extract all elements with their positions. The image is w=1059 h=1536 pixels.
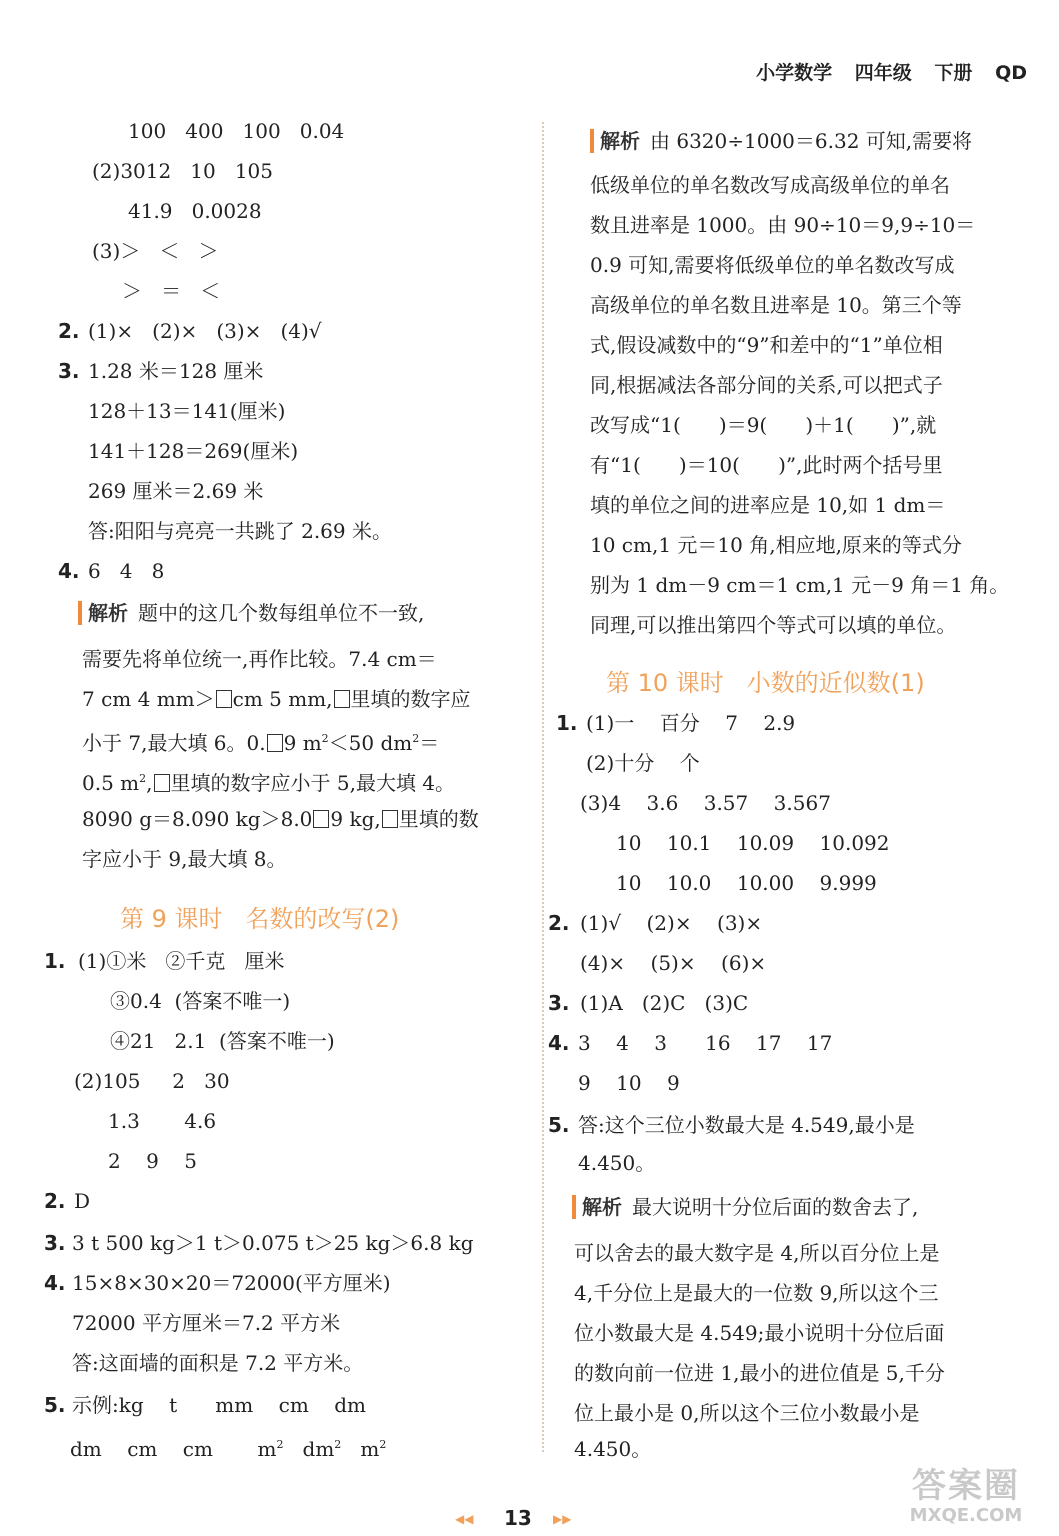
- watermark-logo: 答案圈: [912, 1466, 1020, 1506]
- question-number: 3.: [548, 991, 570, 1015]
- analysis-text: 9 m: [283, 731, 322, 755]
- answer-line: 答:这面墙的面积是 7.2 平方米。: [72, 1351, 364, 1375]
- answer-line: 141＋128＝269(厘米): [88, 439, 299, 463]
- answer-line: ④21 2.1 (答案不唯一): [110, 1029, 335, 1053]
- analysis-line: [82, 766, 455, 796]
- analysis-line: [82, 726, 439, 756]
- answer-line: 6 4 8: [88, 559, 165, 583]
- answer-line: 15×8×30×20＝72000(平方厘米): [72, 1271, 391, 1295]
- answer-line: ＞ ＝ ＜: [122, 279, 221, 303]
- analysis-text: 里填的数字应小于 5,最大填 4。: [170, 771, 456, 795]
- analysis-line: 数且进率是 1000。由 90÷10＝9,9÷10＝: [590, 213, 976, 237]
- question-number: 4.: [58, 559, 80, 583]
- question-number: 1.: [44, 949, 66, 973]
- analysis-line: 可以舍去的最大数字是 4,所以百分位上是: [574, 1241, 940, 1265]
- analysis-line: 10 cm,1 元＝10 角,相应地,原来的等式分: [590, 533, 962, 557]
- analysis-line: 的数向前一位进 1,最小的进位值是 5,千分: [574, 1361, 945, 1385]
- question-number: 4.: [44, 1271, 66, 1295]
- answer-line: (2)3012 10 105: [92, 159, 273, 183]
- answer-line: (4)× (5)× (6)×: [580, 951, 767, 975]
- analysis-line: 字应小于 9,最大填 8。: [82, 847, 287, 871]
- answer-line: (2)十分 个: [586, 751, 700, 775]
- analysis-tag: 解析: [572, 1195, 622, 1219]
- answer-line: 示例:kg t mm cm dm: [72, 1393, 366, 1417]
- answer-text: dm cm cm m: [70, 1437, 277, 1461]
- answer-line: 3 t 500 kg＞1 t＞0.075 t＞25 kg＞6.8 kg: [72, 1231, 474, 1255]
- grade-label: 四年级: [854, 62, 912, 84]
- answer-line: (1)A (2)C (3)C: [580, 991, 749, 1015]
- answer-line: D: [74, 1189, 91, 1213]
- lesson-title: 第 10 课时 小数的近似数(1): [606, 669, 925, 697]
- volume-label: 下册: [934, 62, 973, 84]
- answer-line: 9 10 9: [578, 1071, 680, 1095]
- exponent: 2: [276, 1438, 284, 1451]
- analysis-line: 高级单位的单名数且进率是 10。第三个等: [590, 293, 962, 317]
- exponent: 2: [321, 732, 329, 745]
- analysis-line: 改写成“1( )＝9( )＋1( )”,就: [590, 413, 937, 437]
- question-number: 4.: [548, 1031, 570, 1055]
- analysis-text: ,: [146, 771, 153, 795]
- answer-line: 2 9 5: [108, 1149, 198, 1173]
- analysis-line: 低级单位的单名数改写成高级单位的单名: [590, 173, 950, 197]
- answer-line: 269 厘米＝2.69 米: [88, 479, 264, 503]
- answer-line: (2)105 2 30: [74, 1069, 230, 1093]
- answer-line: 答:阳阳与亮亮一共跳了 2.69 米。: [88, 519, 392, 543]
- answer-line: 答:这个三位小数最大是 4.549,最小是: [578, 1113, 915, 1137]
- analysis-text: 0.5 m: [82, 771, 140, 795]
- analysis-line: 0.9 可知,需要将低级单位的单名数改写成: [590, 253, 955, 277]
- analysis-line: 别为 1 dm－9 cm＝1 cm,1 元－9 角＝1 角。: [590, 573, 1010, 597]
- analysis-line: 位上最小是 0,所以这个三位小数最小是: [574, 1401, 920, 1425]
- next-arrows-icon: ▶▶: [553, 1512, 572, 1526]
- answer-line: (3)4 3.6 3.57 3.567: [580, 791, 831, 815]
- question-number: 2.: [548, 911, 570, 935]
- analysis-line: 位小数最大是 4.549;最小说明十分位后面: [574, 1321, 945, 1345]
- blank-box: [334, 690, 350, 708]
- answer-line: (1)× (2)× (3)× (4)√: [88, 319, 322, 343]
- analysis-text: 题中的这几个数每组单位不一致,: [138, 601, 425, 625]
- question-number: 3.: [44, 1231, 66, 1255]
- analysis-line: 填的单位之间的进率应是 10,如 1 dm＝: [590, 493, 946, 517]
- edition-label: QD: [995, 62, 1027, 84]
- exponent: 2: [412, 732, 420, 745]
- analysis-line: 同理,可以推出第四个等式可以填的单位。: [590, 613, 957, 637]
- analysis-text: 8090 g＝8.090 kg＞8.0: [82, 807, 313, 831]
- answer-line: (1)①米 ②千克 厘米: [78, 949, 285, 973]
- analysis-tag: 解析: [78, 601, 128, 625]
- analysis-line: 4.450。: [574, 1437, 652, 1461]
- analysis-text: cm 5 mm,: [232, 687, 333, 711]
- analysis-line: 同,根据减法各部分间的关系,可以把式子: [590, 373, 943, 397]
- analysis-line: [78, 600, 424, 626]
- analysis-line: [572, 1194, 918, 1220]
- exponent: 2: [334, 1438, 342, 1451]
- answer-line: ③0.4 (答案不唯一): [110, 989, 291, 1013]
- question-number: 2.: [58, 319, 80, 343]
- answer-line: 72000 平方厘米＝7.2 平方米: [72, 1311, 341, 1335]
- analysis-text: 7 cm 4 mm＞: [82, 687, 215, 711]
- watermark-url: MXQE.COM: [909, 1505, 1023, 1526]
- answer-line: 41.9 0.0028: [128, 199, 262, 223]
- page-header: [740, 58, 1027, 85]
- analysis-text: ＝: [419, 731, 440, 755]
- question-number: 3.: [58, 359, 80, 383]
- analysis-text: ＜50 dm: [328, 731, 413, 755]
- analysis-text: 由 6320÷1000＝6.32 可知,需要将: [650, 129, 973, 153]
- answer-line: 3 4 3 16 17 17: [578, 1031, 833, 1055]
- answer-line: 4.450。: [578, 1151, 656, 1175]
- answer-line: [70, 1432, 386, 1462]
- question-number: 1.: [556, 711, 578, 735]
- exponent: 2: [379, 1438, 387, 1451]
- analysis-text: 小于 7,最大填 6。0.: [82, 731, 266, 755]
- analysis-line: 4,千分位上是最大的一位数 9,所以这个三: [574, 1281, 939, 1305]
- page-number: 13: [504, 1506, 532, 1530]
- answer-line: 10 10.0 10.00 9.999: [616, 871, 877, 895]
- answer-line: 128＋13＝141(厘米): [88, 399, 286, 423]
- analysis-line: [82, 806, 479, 832]
- blank-box: [313, 810, 329, 828]
- lesson-title: 第 9 课时 名数的改写(2): [120, 905, 400, 933]
- answer-text: dm: [283, 1437, 335, 1461]
- analysis-text: 里填的数: [398, 807, 479, 831]
- column-divider: [542, 122, 544, 1452]
- answer-line: (1)一 百分 7 2.9: [586, 711, 796, 735]
- analysis-line: 需要先将单位统一,再作比较。7.4 cm＝: [82, 647, 437, 671]
- question-number: 5.: [44, 1393, 66, 1417]
- analysis-text: 里填的数字应: [350, 687, 471, 711]
- blank-box: [267, 734, 283, 752]
- blank-box: [382, 810, 398, 828]
- analysis-line: [590, 128, 972, 154]
- analysis-text: 最大说明十分位后面的数舍去了,: [632, 1195, 919, 1219]
- answer-line: 1.3 4.6: [108, 1109, 217, 1133]
- analysis-tag: 解析: [590, 129, 640, 153]
- blank-box: [216, 690, 232, 708]
- analysis-line: 有“1( )＝10( )”,此时两个括号里: [590, 453, 943, 477]
- question-number: 2.: [44, 1189, 66, 1213]
- analysis-line: [82, 686, 471, 712]
- exponent: 2: [139, 772, 147, 785]
- question-number: 5.: [548, 1113, 570, 1137]
- answer-line: 100 400 100 0.04: [128, 119, 345, 143]
- answer-line: 1.28 米＝128 厘米: [88, 359, 264, 383]
- subject-label: 小学数学: [756, 62, 833, 84]
- answer-line: (1)√ (2)× (3)×: [580, 911, 763, 935]
- prev-arrows-icon: ◀◀: [455, 1512, 474, 1526]
- answer-text: m: [341, 1437, 380, 1461]
- answer-line: (3)＞ ＜ ＞: [92, 239, 219, 263]
- analysis-line: 式,假设减数中的“9”和差中的“1”单位相: [590, 333, 943, 357]
- analysis-text: 9 kg,: [330, 807, 381, 831]
- watermark: [891, 1466, 1041, 1528]
- blank-box: [154, 774, 170, 792]
- answer-line: 10 10.1 10.09 10.092: [616, 831, 890, 855]
